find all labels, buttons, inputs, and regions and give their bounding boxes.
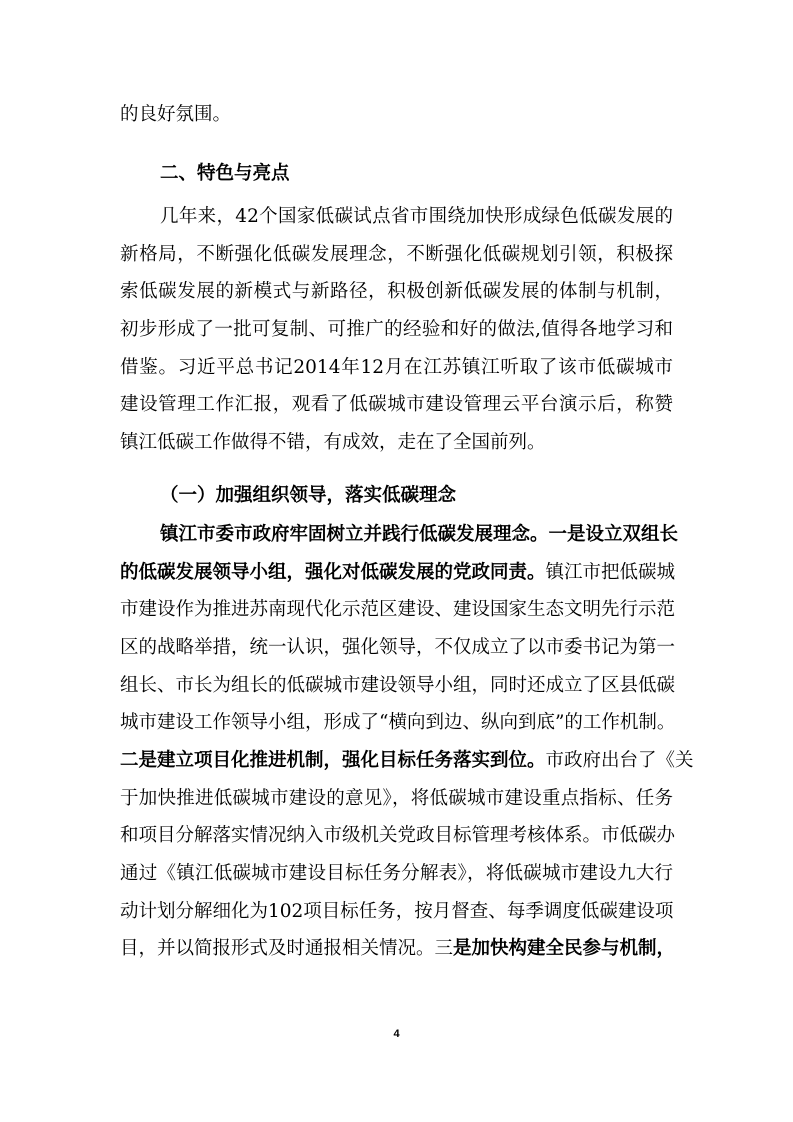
page-number: 4 bbox=[393, 1028, 400, 1040]
subsection-heading: （一）加强组织领导，落实低碳理念 bbox=[160, 485, 457, 506]
text-line: 镇江市委市政府牢固树立并践行低碳发展理念。一是设立双组长 bbox=[160, 524, 679, 545]
normal-text: 目，并以简报形式及时通报相关情况。三 bbox=[120, 938, 454, 959]
section-heading: 二、特色与亮点 bbox=[160, 163, 290, 184]
normal-text: 市政府出台了《关 bbox=[545, 750, 694, 771]
text-line: 镇江低碳工作做得不错，有成效，走在了全国前列。 bbox=[120, 432, 546, 453]
text-line: 借鉴。习近平总书记2014年12月在江苏镇江听取了该市低碳城市 bbox=[120, 357, 673, 378]
bold-text: 是加快构建全民参与机制， bbox=[453, 938, 676, 959]
text-line: 于加快推进低碳城市建设的意见》，将低碳城市建设重点指标、任务 bbox=[120, 788, 673, 809]
bold-text: 二是建立项目化推进机制，强化目标任务落实到位。 bbox=[120, 750, 546, 771]
text-line bbox=[120, 561, 676, 585]
text-line: 初步形成了一批可复制、可推广的经验和好的做法,值得各地学习和 bbox=[120, 319, 673, 340]
text-line: 几年来，42个国家低碳试点省市围绕加快形成绿色低碳发展的 bbox=[160, 206, 673, 227]
text-line bbox=[120, 749, 694, 773]
text-line: 组长、市长为组长的低碳城市建设领导小组，同时还成立了区县低碳 bbox=[120, 675, 676, 696]
text-line: 区的战略举措，统一认识，强化领导，不仅成立了以市委书记为第一 bbox=[120, 637, 676, 658]
text-line: 市建设作为推进苏南现代化示范区建设、建设国家生态文明先行示范 bbox=[120, 599, 676, 620]
text-line: 新格局，不断强化低碳发展理念，不断强化低碳规划引领，积极探 bbox=[120, 244, 673, 265]
text-line: 和项目分解落实情况纳入市级机关党政目标管理考核体系。市低碳办 bbox=[120, 825, 676, 846]
text-line: 索低碳发展的新模式与新路径，积极创新低碳发展的体制与机制， bbox=[120, 281, 673, 302]
text-line: 城市建设工作领导小组，形成了“横向到边、纵向到底”的工作机制。 bbox=[120, 712, 676, 733]
text-line bbox=[120, 937, 676, 961]
bold-text: 的低碳发展领导小组，强化对低碳发展的党政同责。 bbox=[120, 562, 546, 583]
normal-text: 镇江市把低碳城 bbox=[545, 562, 676, 583]
text-line: 通过《镇江低碳城市建设目标任务分解表》，将低碳城市建设九大行 bbox=[120, 863, 673, 884]
text-line: 建设管理工作汇报，观看了低碳城市建设管理云平台演示后，称赞 bbox=[120, 394, 673, 415]
text-line: 的良好氛围。 bbox=[120, 104, 232, 125]
text-line: 动计划分解细化为102项目标任务，按月督查、每季调度低碳建设项 bbox=[120, 901, 674, 922]
